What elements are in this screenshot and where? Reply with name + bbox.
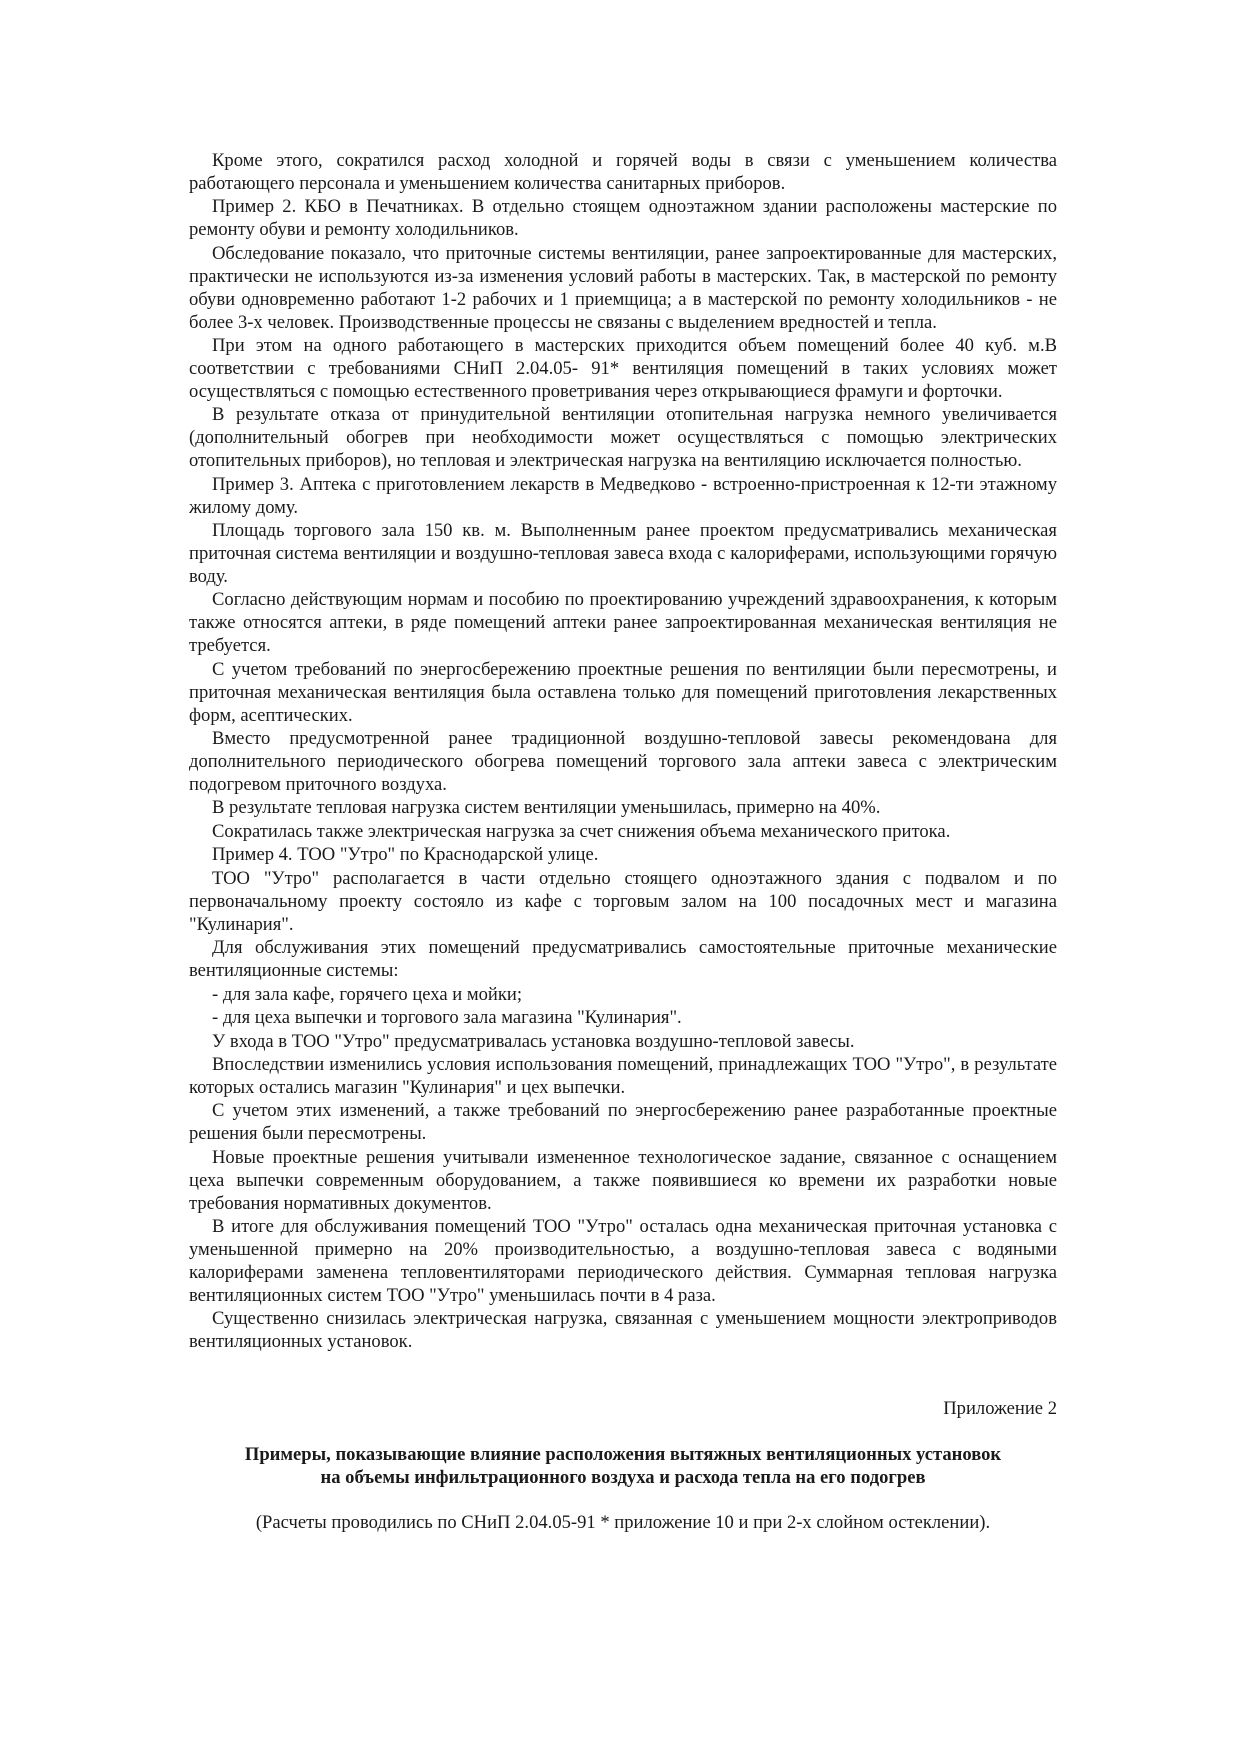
paragraph: При этом на одного работающего в мастерских приходится объем помещений более 40 куб. м.В соответствии с требованиями СНиП 2.04.05- 91* вентиляция помещений в таких условиях может осуществляться с помощью естественного проветривания через открывающиеся фрамуги и форточки. (189, 335, 1057, 402)
paragraph: Пример 3. Аптека с приготовлением лекарств в Медведково - встроенно-пристроенная к 12-ти этажному жилому дому. (189, 473, 1057, 518)
list-item: - для цеха выпечки и торгового зала магазина "Кулинария". (212, 1007, 682, 1029)
body-text (189, 150, 1057, 1354)
paragraph: В результате отказа от принудительной вентиляции отопительная нагрузка немного увеличивается (дополнительный обогрев при необходимости может осуществляться с помощью электрических отопительных приборов), но тепловая и электрическая нагрузка на вентиляцию исключается полностью. (189, 404, 1057, 472)
paragraph: Пример 2. КБО в Печатниках. В отдельно стоящем одноэтажном здании расположены мастерские по ремонту обуви и ремонту холодильников. (189, 196, 1057, 241)
appendix-note: (Расчеты проводились по СНиП 2.04.05-91 * приложение 10 и при 2-х слойном остеклении). (255, 1511, 991, 1533)
appendix-title-line: Примеры, показывающие влияние расположения вытяжных вентиляционных установок (244, 1444, 1002, 1466)
paragraph: Площадь торгового зала 150 кв. м. Выполненным ранее проектом предусматривались механическая приточная система вентиляции и воздушно-тепловая завеса входа с калориферами, использующими горячую воду. (189, 520, 1057, 587)
list-item: - для зала кафе, горячего цеха и мойки; (212, 983, 523, 1005)
paragraph: ТОО "Утро" располагается в части отдельно стоящего одноэтажного здания с подвалом и по первоначальному проекту состояло из кафе с торговым залом на 100 посадочных мест и магазина "Кулинария". (189, 867, 1057, 935)
paragraph: Обследование показало, что приточные системы вентиляции, ранее запроектированные для мастерских, практически не используются из-за изменения условий работы в мастерских. Так, в мастерской по ремонту обуви одновременно работают 1-2 рабочих и 1 приемщица; а в мастерской по ремонту холодильников - не более 3-х человек. Производственные процессы не связаны с выделением вредностей и тепла. (189, 242, 1057, 333)
paragraph: С учетом требований по энергосбережению проектные решения по вентиляции были пересмотрены, и приточная механическая вентиляция была оставлена только для помещений приготовления лекарственных форм, асептических. (189, 658, 1057, 726)
paragraph: Существенно снизилась электрическая нагрузка, связанная с уменьшением мощности электроприводов вентиляционных установок. (189, 1308, 1057, 1353)
appendix-section (189, 1398, 1057, 1535)
paragraph: Пример 4. ТОО "Утро" по Краснодарской улице. (212, 844, 599, 866)
paragraph: Согласно действующим нормам и пособию по проектированию учреждений здравоохранения, к которым также относятся аптеки, в ряде помещений аптеки ранее запроектированная механическая вентиляция не требуется. (189, 589, 1057, 657)
paragraph: Новые проектные решения учитывали измененное технологическое задание, связанное с оснащением цеха выпечки современным оборудованием, а также появившиеся ко времени их разработки новые требования нормативных документов. (189, 1146, 1057, 1214)
appendix-title (189, 1444, 1057, 1490)
paragraph: С учетом этих изменений, а также требований по энергосбережению ранее разработанные проектные решения были пересмотрены. (189, 1100, 1057, 1145)
paragraph: В итоге для обслуживания помещений ТОО "Утро" осталась одна механическая приточная установка с уменьшенной примерно на 20% производительностью, а воздушно-тепловая завеса с водяными калориферами заменена тепловентиляторами периодического действия. Суммарная тепловая нагрузка вентиляционных систем ТОО "Утро" уменьшилась почти в 4 раза. (189, 1216, 1057, 1306)
paragraph: Для обслуживания этих помещений предусматривались самостоятельные приточные механические вентиляционные системы: (189, 937, 1057, 982)
paragraph: Вместо предусмотренной ранее традиционной воздушно-тепловой завесы рекомендована для дополнительного периодического обогрева помещений торгового зала аптеки завеса с электрическим подогревом приточного воздуха. (189, 728, 1057, 795)
appendix-label: Приложение 2 (943, 1398, 1057, 1420)
paragraph: Сократилась также электрическая нагрузка за счет снижения объема механического притока. (212, 820, 951, 842)
document-page (189, 150, 1057, 1535)
paragraph: Впоследствии изменились условия использования помещений, принадлежащих ТОО "Утро", в результате которых остались магазин "Кулинария" и цех выпечки. (189, 1054, 1057, 1098)
paragraph: В результате тепловая нагрузка систем вентиляции уменьшилась, примерно на 40%. (212, 797, 881, 819)
paragraph: Кроме этого, сократился расход холодной и горячей воды в связи с уменьшением количества работающего персонала и уменьшением количества санитарных приборов. (189, 150, 1057, 194)
paragraph: У входа в ТОО "Утро" предусматривалась установка воздушно-тепловой завесы. (212, 1030, 855, 1052)
appendix-title-line: на объемы инфильтрационного воздуха и расхода тепла на его подогрев (320, 1467, 926, 1488)
